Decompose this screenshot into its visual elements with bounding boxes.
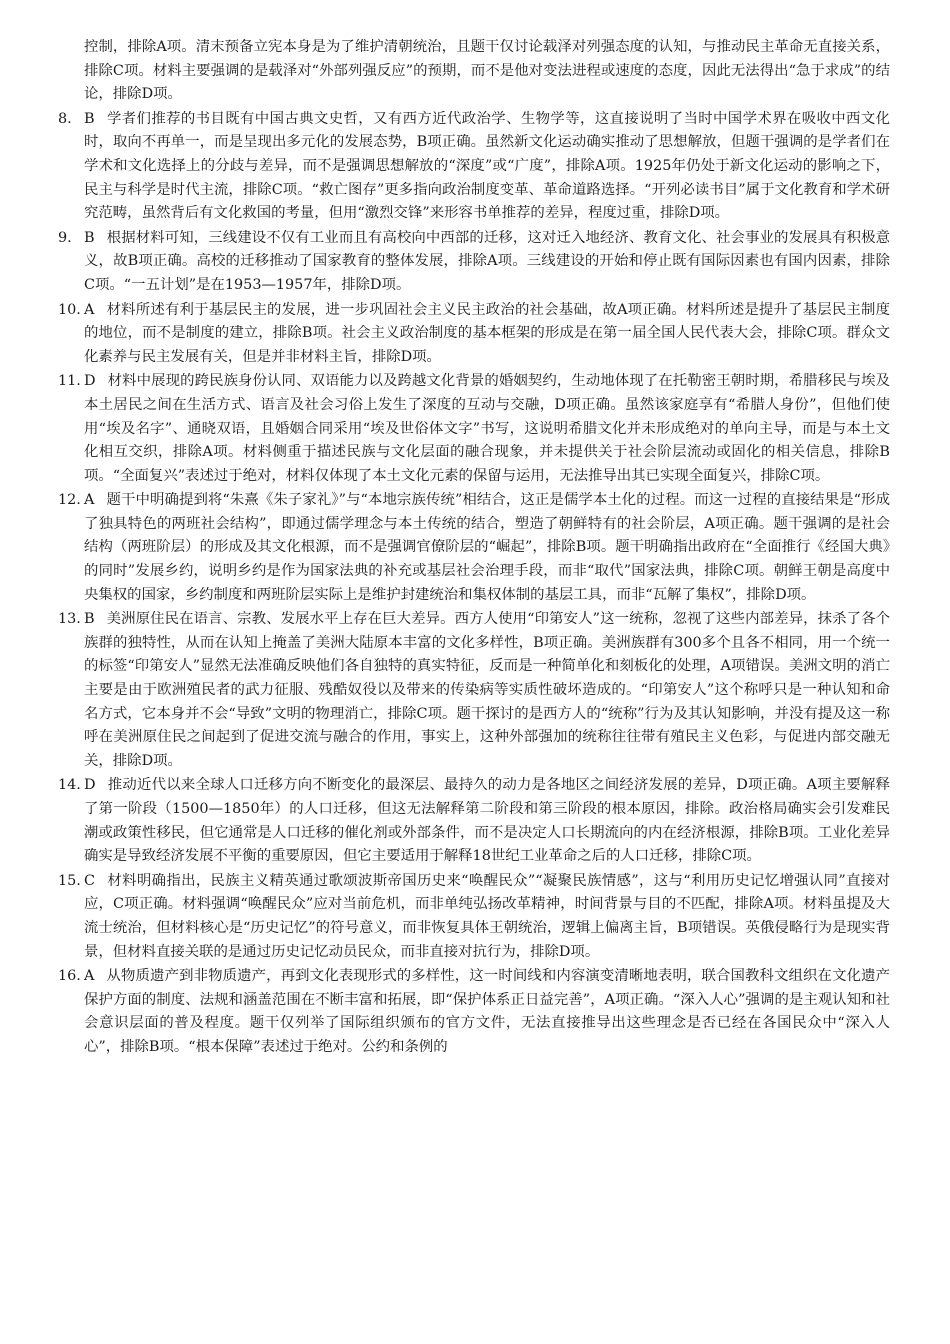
- answer-letter: D: [84, 777, 96, 794]
- answer-item-10: [58, 299, 890, 370]
- answer-letter: A: [84, 492, 95, 509]
- answer-item-14: [58, 774, 890, 868]
- answer-item-8: [58, 108, 890, 226]
- explanation-text: 学者们推荐的书目既有中国古典文史哲，又有西方近代政治学、生物学等，这直接说明了当时中国学术界在吸收中西文化时，取向不再单一，而是呈现出多元化的发展态势，B项正确。虽然新文化运动确实推动了思想解放，但题干强调的是学者们在学术和文化选择上的分歧与差异，而不是强调思想解放的“深度”或“广度”，排除A项。1925年仍处于新文化运动的影响之下，民主与科学是时代主流，排除C项。“救亡图存”更多指向政治制度变革、革命道路选择。“开列必读书目”属于文化教育和学术研究范畴，虽然背后有文化救国的考量，但用“激烈交锋”来形容书单推荐的差异，程度过重，排除D项。: [84, 110, 890, 222]
- answer-item-9: [58, 227, 890, 298]
- answer-item-12: [58, 489, 890, 607]
- answer-letter: A: [84, 301, 95, 318]
- answer-letter: A: [84, 968, 95, 985]
- explanation-text: 根据材料可知，三线建设不仅有工业而且有高校向中西部的迁移，这对迁入地经济、教育文化、社会事业的发展具有积极意义，故B项正确。高校的迁移推动了国家教育的整体发展，排除A项。三线建设的开始和停止既有国际因素也有国内因素，排除C项。“一五计划”是在1953—1957年，排除D项。: [84, 229, 890, 293]
- explanation-text: 材料明确指出，民族主义精英通过歌颂波斯帝国历史来“唤醒民众”“凝聚民族情感”，这与“利用历史记忆增强认同”直接对应，C项正确。材料强调“唤醒民众”应对当前危机，而非单纯弘扬改革精神，时间背景与目的不匹配，排除A项。材料虽提及大流士统治，但材料核心是“历史记忆”的符号意义，而非恢复具体王朝统治，逻辑上偏离主旨，B项错误。英俄侵略行为是现实背景，但材料直接关联的是通过历史记忆动员民众，而非直接对抗行为，排除D项。: [84, 872, 890, 960]
- item-number: 16.: [58, 968, 81, 985]
- continuation-paragraph: 控制，排除A项。清末预备立宪本身是为了维护清朝统治，且题干仅讨论载泽对列强态度的认知，与推动民主革命无直接关系，排除C项。材料主要强调的是载泽对“外部列强反应”的预期，而不是他对变法进程或速度的态度，因此无法得出“急于求成”的结论，排除D项。: [84, 39, 890, 103]
- explanation-text: 从物质遗产到非物质遗产，再到文化表现形式的多样性，这一时间线和内容演变清晰地表明，联合国教科文组织在文化遗产保护方面的制度、法规和涵盖范围在不断丰富和拓展，即“保护体系正日益完善”，A项正确。“深入人心”强调的是主观认知和社会意识层面的普及程度。题干仅列举了国际组织颁布的官方文件，无法直接推导出这些理念是否已经在各国民众中“深入人心”，排除B项。“根本保障”表述过于绝对。公约和条例的: [84, 968, 890, 1055]
- answer-letter: B: [84, 229, 95, 246]
- answer-item-15: [58, 870, 890, 964]
- answer-letter: D: [84, 373, 96, 390]
- explanation-text: 美洲原住民在语言、宗教、发展水平上存在巨大差异。西方人使用“印第安人”这一统称，忽视了这些内部差异，抹杀了各个族群的独特性，从而在认知上掩盖了美洲大陆原本丰富的文化多样性，B项正确。美洲族群有300多个且各不相同，用一个统一的标签“印第安人”显然无法准确反映他们各自独特的真实特征，反而是一种简单化和刻板化的处理，A项错误。美洲文明的消亡主要是由于欧洲殖民者的武力征服、残酷奴役以及带来的传染病等实质性破坏造成的。“印第安人”这个称呼只是一种认知和命名方式，它本身并不会“导致”文明的物理消亡，排除C项。题干探讨的是西方人的“统称”行为及其认知影响，并没有提及这一称呼在美洲原住民之间起到了促进交流与融合的作用，事实上，这种外部强加的统称往往带有殖民主义色彩，与促进内部交融无关，排除D项。: [84, 611, 890, 769]
- answer-item-11: [58, 370, 890, 488]
- answer-item-16: [58, 965, 890, 1059]
- item-number: 9.: [58, 229, 72, 246]
- item-number: 15.: [58, 872, 81, 889]
- item-number: 14.: [58, 777, 81, 794]
- item-number: 12.: [58, 492, 81, 509]
- explanation-text: 材料所述有利于基层民主的发展，进一步巩固社会主义民主政治的社会基础，故A项正确。材料所述是提升了基层民主制度的地位，而不是制度的建立，排除B项。社会主义政治制度的基本框架的形成是在第一届全国人民代表大会，排除C项。群众文化素养与民主发展有关，但是并非材料主旨，排除D项。: [84, 301, 890, 365]
- answer-letter: B: [84, 110, 95, 127]
- answer-letter: B: [84, 611, 95, 628]
- answer-item-13: [58, 608, 890, 773]
- answer-letter: C: [84, 872, 96, 889]
- item-number: 13.: [58, 611, 81, 628]
- answer-list: [58, 108, 890, 1060]
- explanation-text: 推动近代以来全球人口迁移方向不断变化的最深层、最持久的动力是各地区之间经济发展的差异，D项正确。A项主要解释了第一阶段（1500—1850年）的人口迁移，但这无法解释第二阶段和第三阶段的根本原因，排除。政治格局确实会引发难民潮或政策性移民，但它通常是人口迁移的催化剂或外部条件，而不是决定人口长期流向的内在经济根源，排除B项。工业化差异确实是导致经济发展不平衡的重要原因，但它主要适用于解释18世纪工业革命之后的人口迁移，排除C项。: [84, 777, 890, 865]
- explanation-text: 题干中明确提到将“朱熹《朱子家礼》”与“本地宗族传统”相结合，这正是儒学本土化的过程。而这一过程的直接结果是“形成了独具特色的两班社会结构”，即通过儒学理念与本土传统的结合，塑造了朝鲜特有的社会阶层，A项正确。题干强调的是社会结构（两班阶层）的形成及其文化根源，而不是强调官僚阶层的“崛起”，排除B项。题干明确指出政府在“全面推行《经国大典》的同时”发展乡约，说明乡约是作为国家法典的补充或基层社会治理手段，而非“取代”国家法典，排除C项。朝鲜王朝是高度中央集权的国家，乡约制度和两班阶层实际上是维护封建统治和集权体制的基层工具，而非“瓦解了集权”，排除D项。: [84, 492, 890, 603]
- item-number: 10.: [58, 301, 81, 318]
- item-number: 11.: [58, 373, 81, 390]
- explanation-text: 材料中展现的跨民族身份认同、双语能力以及跨越文化背景的婚姻契约，生动地体现了在托勒密王朝时期，希腊移民与埃及本土居民之间在生活方式、语言及社会习俗上发生了深度的互动与交融，D项正确。虽然该家庭享有“希腊人身份”，但他们使用“埃及名字”、通晓双语，且婚姻合同采用“埃及世俗体文字”书写，这说明希腊文化并未形成绝对的单向主导，而是与本土文化相互交织，排除A项。材料侧重于描述民族与文化层面的融合现象，并未提供关于社会阶层流动或固化的相关信息，排除B项。“全面复兴”表述过于绝对，材料仅体现了本土文化元素的保留与运用，无法推导出其已实现全面复兴，排除C项。: [84, 373, 890, 484]
- item-number: 8.: [58, 110, 72, 127]
